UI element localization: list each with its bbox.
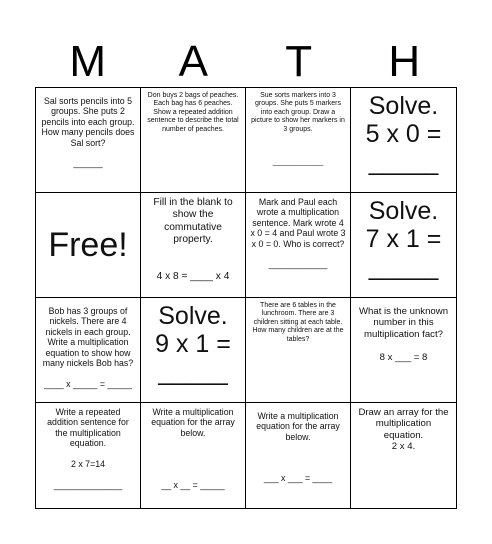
cell-text: Draw an array for the multiplication equation. 2 x 4. [358, 407, 449, 453]
bingo-cell[interactable] [351, 403, 456, 508]
bingo-cell[interactable] [36, 88, 141, 193]
cell-text: Mark and Paul each wrote a multiplication sentence. Mark wrote 4 x 0 = 4 and Paul wrote 3 x 0 = 0. Who is correct? ____________ [250, 197, 346, 270]
bingo-cell[interactable] [36, 403, 141, 508]
bingo-cell[interactable] [246, 193, 351, 298]
bingo-cell[interactable] [141, 403, 246, 508]
bingo-cell[interactable] [141, 88, 246, 193]
cell-text: Bob has 3 groups of nickels. There are 4 nickels in each group. Write a multiplication equation to show how many nickels Bob has? ____ x _____ = _____ [42, 306, 134, 389]
bingo-cell[interactable] [141, 298, 246, 403]
bingo-cell[interactable] [246, 88, 351, 193]
cell-text: Write a multiplication equation for the array below. ___ x ___ = ____ [256, 411, 340, 484]
cell-text: What is the unknown number in this multiplication fact? 8 x ___ = 8 [358, 306, 449, 363]
cell-text: There are 6 tables in the lunchroom. There are 3 children sitting at each table. How many children are at the tables? [252, 302, 344, 343]
bingo-grid [35, 87, 457, 509]
cell-text: Fill in the blank to show the commutative property. 4 x 8 = ____ x 4 [153, 197, 233, 283]
bingo-cell[interactable] [351, 298, 456, 403]
free-space-text: Free! [48, 226, 128, 264]
bingo-cell[interactable] [246, 298, 351, 403]
bingo-cell[interactable] [141, 193, 246, 298]
bingo-cell[interactable] [351, 193, 456, 298]
cell-text: Write a repeated addition sentence for the multiplication equation. 2 x 7=14 ______________ [47, 407, 129, 490]
header-letter-t: T [285, 37, 313, 86]
header-letter-h: H [388, 37, 421, 86]
cell-text: Sal sorts pencils into 5 groups. She puts 2 pencils into each group. How many pencils does Sal sort? ______ [41, 96, 135, 169]
header-letter-m: M [69, 37, 107, 86]
header-letter-a: A [178, 37, 208, 86]
cell-text: Write a multiplication equation for the array below. __ x __ = _____ [151, 407, 235, 490]
cell-text: Solve. 9 x 1 = _____ [155, 302, 231, 386]
bingo-cell[interactable] [246, 403, 351, 508]
bingo-cell-free[interactable] [36, 193, 141, 298]
bingo-header [35, 36, 457, 88]
cell-text: Sue sorts markers into 3 groups. She puts 5 markers into each group. Draw a picture to show her markers in 3 groups. _____________ [251, 92, 345, 167]
bingo-cell[interactable] [36, 298, 141, 403]
cell-text: Solve. 7 x 1 = _____ [365, 197, 442, 281]
cell-text: Don buys 2 bags of peaches. Each bag has 6 peaches. Show a repeated addition sentence to describe the total number of peaches. [147, 92, 239, 133]
bingo-cell[interactable] [351, 88, 456, 193]
cell-text: Solve. 5 x 0 = _____ [365, 92, 442, 176]
